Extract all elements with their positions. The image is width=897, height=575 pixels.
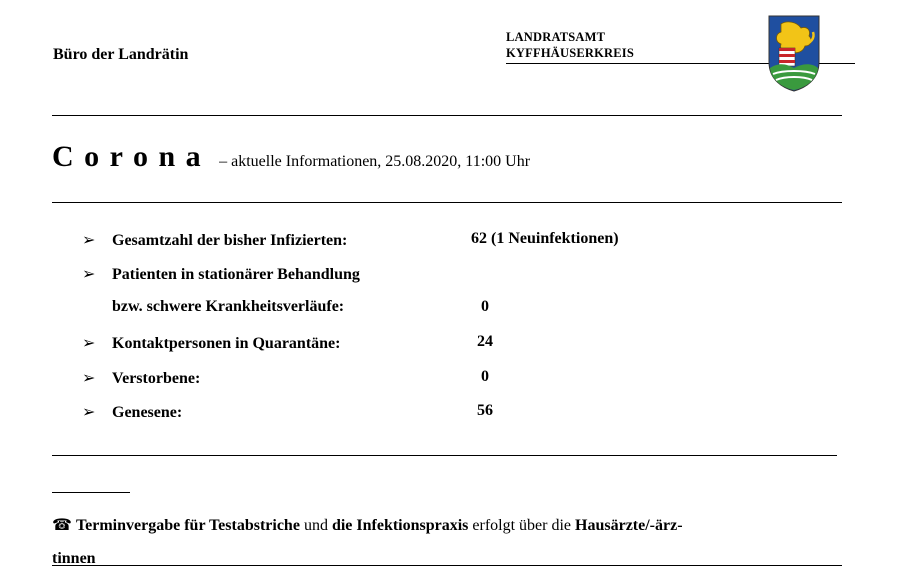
footer-bold-3: Hausärzte/-ärz- <box>575 517 683 534</box>
arrow-bullet-icon: ➢ <box>82 266 96 283</box>
headline-subtitle: – aktuelle Informationen, 25.08.2020, 11:00 Uhr <box>219 153 531 170</box>
stat-label: Verstorbene: <box>112 370 201 387</box>
stat-row-quarantine <box>82 333 340 353</box>
arrow-bullet-icon: ➢ <box>82 335 96 352</box>
headline <box>52 140 530 174</box>
office-name: Büro der Landrätin <box>53 46 189 63</box>
footer-note: ☎ Terminvergabe für Testabstriche und die Infektionspraxis erfolgt über die Hausärzte/-ärz- tinnen <box>52 517 683 567</box>
stat-label: Genesene: <box>112 404 183 421</box>
headline-title: Corona <box>52 140 212 173</box>
footer-bold-2: die Infektionspraxis <box>331 517 469 534</box>
stat-label: bzw. schwere Krankheitsverläufe: <box>112 298 345 315</box>
arrow-bullet-icon: ➢ <box>82 232 96 249</box>
org-name-line2: KYFFHÄUSERKREIS <box>506 46 635 60</box>
stat-value-recovered: 56 <box>477 402 493 419</box>
stat-row-deceased <box>82 368 200 388</box>
org-name-line1: LANDRATSAMT <box>506 30 606 44</box>
stat-label: Gesamtzahl der bisher Infizierten: <box>112 232 348 249</box>
footnote-separator <box>52 492 130 493</box>
stat-value-deceased: 0 <box>481 368 489 385</box>
stat-row-hospital <box>82 264 360 284</box>
stat-value-infected: 62 (1 Neuinfektionen) <box>471 230 619 247</box>
footer-bold-1: Terminvergabe für Testabstriche <box>75 517 300 534</box>
stat-row-severe <box>82 298 344 316</box>
stat-label: Kontaktpersonen in Quarantäne: <box>112 335 341 352</box>
stat-row-infected <box>82 230 347 250</box>
stat-row-recovered <box>82 402 182 422</box>
stat-value-severe: 0 <box>481 298 489 315</box>
stat-label: Patienten in stationärer Behandlung <box>112 266 360 283</box>
stat-value-quarantine: 24 <box>477 333 493 350</box>
divider-top <box>52 115 842 116</box>
divider-footer <box>52 565 842 566</box>
footer-bold-4: tinnen <box>52 550 96 567</box>
divider-bottom <box>52 455 837 456</box>
arrow-bullet-icon: ➢ <box>82 404 96 421</box>
phone-icon: ☎ <box>52 517 72 534</box>
coat-of-arms-icon <box>767 14 821 92</box>
divider-title <box>52 202 842 203</box>
arrow-bullet-icon: ➢ <box>82 370 96 387</box>
